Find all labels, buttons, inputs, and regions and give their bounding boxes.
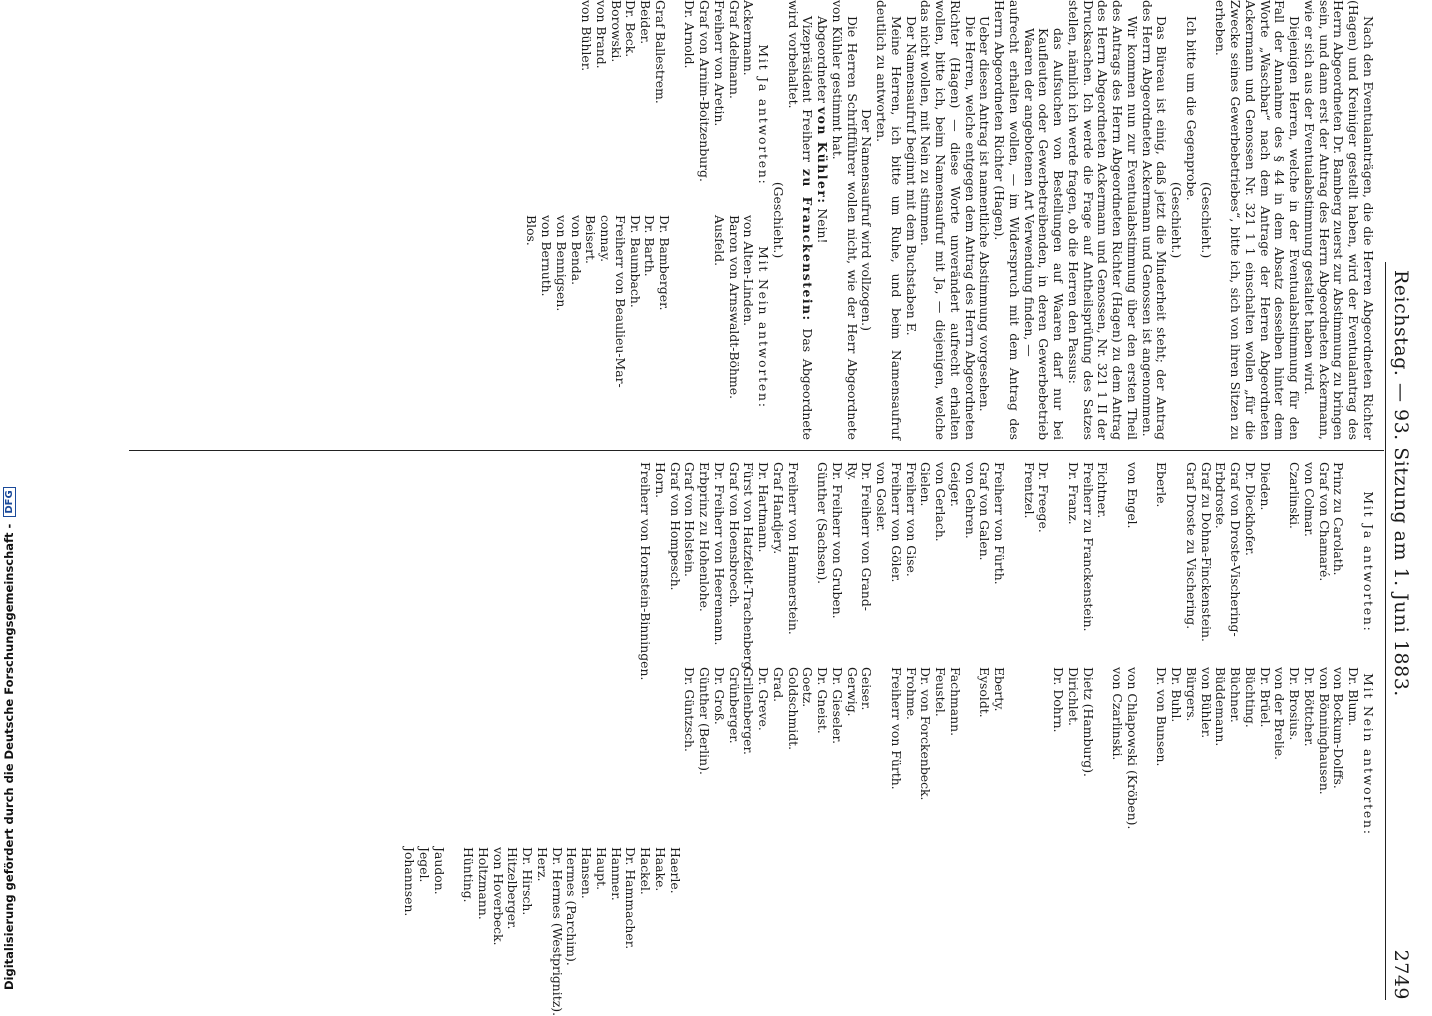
member-name: Baron von Arnswaldt-Böhme. bbox=[726, 215, 742, 400]
member-name bbox=[962, 667, 977, 842]
member-name: Czarlinski. bbox=[1287, 462, 1303, 529]
right-column bbox=[125, 462, 1376, 1016]
member-name bbox=[1139, 462, 1154, 662]
nein-list bbox=[524, 215, 771, 440]
nein-names bbox=[524, 215, 672, 440]
member-name: Dieden. bbox=[1257, 462, 1273, 511]
member-name: Dr. Barth. bbox=[642, 215, 658, 277]
member-name: Grad. bbox=[771, 667, 786, 703]
member-name: Prinz zu Carolath. bbox=[1331, 462, 1347, 576]
stage-direction: Der Namensaufruf wird vollzogen.) bbox=[859, 109, 875, 331]
ja-heading: Mit Ja antworten: bbox=[1361, 491, 1376, 633]
member-name: Dr. Arnold. bbox=[682, 0, 698, 69]
member-name: Graf von Hoensbroech. bbox=[726, 462, 742, 608]
member-name: Dr. Hermes (Westprignitz). bbox=[549, 847, 565, 1016]
member-name: Frohme. bbox=[903, 667, 919, 720]
member-name: Dr. Dieckhofer. bbox=[1243, 462, 1258, 556]
member-name: Freiherr zu Franckenstein. bbox=[1080, 462, 1096, 632]
member-name: Graf von Droste-Vischering- bbox=[1228, 462, 1244, 637]
member-name: Hackel. bbox=[638, 847, 654, 895]
member-name: Günther (Berlin). bbox=[697, 667, 713, 775]
member-name: Dr. Hammacher. bbox=[623, 847, 639, 950]
member-name: Dr. Brüel. bbox=[1257, 667, 1273, 728]
member-name bbox=[1021, 667, 1036, 842]
member-name bbox=[667, 0, 682, 200]
member-name: Horn. bbox=[653, 462, 668, 499]
nein-list bbox=[682, 667, 1375, 842]
member-name: von Colmar. bbox=[1302, 462, 1317, 537]
member-name: Eysoldt. bbox=[977, 667, 993, 718]
member-name: von Bockum-Dolffs. bbox=[1331, 667, 1347, 789]
member-name: Büchner. bbox=[1228, 667, 1244, 723]
ja-names bbox=[638, 462, 1347, 681]
member-name: von Chlapowski (Kröben). bbox=[1125, 667, 1140, 830]
member-name: Graf von Chamaré. bbox=[1316, 462, 1332, 582]
member-name bbox=[446, 847, 461, 1007]
member-name: Dr. Baumbach. bbox=[627, 215, 643, 308]
member-name: Dr. Freiherr von Heeremann. bbox=[712, 462, 727, 646]
member-name: Dr. Hartmann. bbox=[756, 462, 772, 553]
member-name: Goetz. bbox=[800, 667, 816, 708]
member-name: Herz. bbox=[535, 847, 550, 882]
member-name: Dr. Brosius. bbox=[1287, 667, 1303, 741]
stage-direction: (Geschieht.) bbox=[1169, 181, 1185, 259]
member-name: Dr. Hirsch. bbox=[520, 847, 536, 916]
member-name: Günther (Sachsen). bbox=[815, 462, 831, 585]
member-name: Graf von Arnim-Boitzenburg. bbox=[697, 0, 713, 182]
member-name: Dr. Gieseler. bbox=[830, 667, 845, 745]
paragraph: Das Büreau ist einig, daß jetzt die Minderheit steht; der Antrag des Herrn Abgeordneten Ackermann und Genossen ist angenommen. bbox=[1139, 0, 1170, 440]
dfg-logo: DFG bbox=[3, 487, 16, 516]
member-name: Freiherr von Göler. bbox=[889, 462, 904, 583]
member-name: Johannsen. bbox=[402, 847, 418, 917]
member-name: Graf Handjery. bbox=[771, 462, 786, 555]
member-name: Freiherr von Aretin. bbox=[712, 0, 727, 127]
member-name bbox=[1006, 462, 1021, 662]
nein-list-continued bbox=[402, 847, 1361, 1016]
ja-list bbox=[638, 462, 1376, 681]
paragraph: Wir kommen nun zur Eventualabstimmung über den ersten Theil des Antrags des Herrn Abgeordneten Richter (Hagen) zu dem Antrag des Herrn Abgeordneten Ackermann und Genossen, Nr. 321 1 II der Drucksachen. Ich werde die Frage auf Antheilsprüfung des Satzes stellen, nämlich ich werde fragen, ob die Herren den Passus: bbox=[1066, 0, 1140, 440]
member-name: Hermes (Parchim). bbox=[564, 847, 580, 966]
nein-names bbox=[682, 667, 1361, 842]
paragraph: Ueber diesen Antrag ist namentliche Abstimmung vorgesehen. bbox=[977, 16, 993, 412]
member-name: Bürgers. bbox=[1184, 667, 1199, 722]
page-number: 2749 bbox=[1390, 949, 1412, 1000]
member-name bbox=[1169, 462, 1184, 662]
member-name: Graf von Galen. bbox=[977, 462, 993, 561]
member-name: Ausfeld. bbox=[712, 215, 727, 267]
paragraph: Der Namensaufruf beginnt mit dem Buchstaben E. bbox=[903, 16, 919, 336]
member-name: Dr. Groß. bbox=[712, 667, 727, 725]
page-header bbox=[1382, 0, 1412, 1000]
member-name: von Alten-Linden. bbox=[741, 215, 757, 327]
ja-list bbox=[579, 0, 771, 200]
member-name: Dr. Güntzsch. bbox=[682, 667, 698, 752]
member-name: Dirichlet. bbox=[1066, 667, 1081, 726]
member-name: Dr. Beck. bbox=[623, 0, 639, 58]
member-name: Graf Adelmann. bbox=[726, 0, 742, 99]
speaker-name: zu Franckenstein: bbox=[800, 168, 816, 322]
member-name: Hitzelberger. bbox=[505, 847, 521, 930]
credit-text: Digitalisierung gefördert durch die Deutsche Forschungsgemeinschaft - bbox=[2, 523, 16, 990]
member-name bbox=[1036, 667, 1051, 842]
member-name: Dr. Greve. bbox=[756, 667, 772, 731]
member-name: von Engel. bbox=[1125, 462, 1140, 529]
member-name: von Bernuth. bbox=[539, 215, 555, 297]
member-name: von Bühler. bbox=[1198, 667, 1214, 739]
ja-names bbox=[579, 0, 756, 200]
member-name: von Gehren. bbox=[962, 462, 978, 539]
member-name: Freiherr von Fürth. bbox=[889, 667, 904, 790]
member-name: Graf von Holstein. bbox=[682, 462, 698, 577]
digitization-credit bbox=[2, 0, 24, 1000]
member-name: von Gosler. bbox=[874, 462, 890, 532]
member-name: Borowski. bbox=[608, 0, 624, 63]
member-name: Gerwig. bbox=[844, 667, 860, 717]
speaker-name: von Kühler: bbox=[815, 106, 831, 205]
member-name bbox=[1095, 667, 1110, 842]
speaker-text: Nein! bbox=[815, 204, 831, 244]
member-name: Eberle. bbox=[1154, 462, 1170, 508]
member-name: Dr. Freege. bbox=[1036, 462, 1052, 533]
member-name: von der Brelie. bbox=[1272, 667, 1288, 761]
member-name bbox=[1006, 667, 1021, 842]
member-name: Freiherr von Hornstein-Binningen. bbox=[638, 462, 654, 681]
speaker-prefix: Vizepräsident Freiherr bbox=[800, 16, 816, 169]
member-name: von Bennigsen. bbox=[554, 215, 569, 312]
speaker-prefix: Abgeordneter bbox=[815, 16, 831, 107]
member-name: Eberty. bbox=[992, 667, 1008, 712]
member-name: Geiger. bbox=[948, 462, 963, 507]
member-name: Dr. Gneist. bbox=[815, 667, 831, 734]
member-name: Dr. Böttcher. bbox=[1302, 667, 1317, 747]
member-name: Gielen. bbox=[918, 462, 934, 507]
member-name: Haerle. bbox=[667, 847, 683, 894]
member-name: Graf von Hompesch. bbox=[667, 462, 683, 591]
member-name: Graf Ballestrem. bbox=[653, 0, 668, 104]
member-name: Fichtner. bbox=[1095, 462, 1111, 519]
speaker-line bbox=[785, 0, 815, 440]
member-name: Dr. von Forckenbeck. bbox=[918, 667, 934, 801]
paragraph: Diejenigen Herren, welche in der Eventualabstimmung für den Fall der Annahme des § 44 in dem Absatz desselben hinter dem Worte „Waschbar“ nach dem Antrage der Herren Abgeordneten Ackermann und Genossen Nr. 321 1 1 einschalten wollen „für die Zwecke seines Gewerbebetriebes“, bitte ich, sich von ihren Sitzen zu erheben. bbox=[1213, 0, 1303, 440]
member-name: Dr. Bamberger. bbox=[657, 215, 673, 311]
member-name: connay. bbox=[598, 215, 614, 263]
member-name: Dr. Freiherr von Grand- bbox=[859, 462, 875, 611]
member-name: Ry. bbox=[844, 462, 860, 481]
running-title: Reichstag. — 93. Sitzung am 1. Juni 1883. bbox=[1390, 270, 1412, 697]
member-name: von Gerlach. bbox=[933, 462, 949, 542]
member-name: Jaudon. bbox=[431, 847, 447, 895]
member-name bbox=[800, 462, 815, 662]
member-name: Beisert. bbox=[583, 215, 599, 264]
paragraph: Die Herren Schriftführer wollen nicht, wie der Herr Abgeordnete von Kühler gestimmt hat. bbox=[830, 0, 860, 440]
member-name: Beider. bbox=[638, 0, 654, 45]
stage-direction: (Geschieht.) bbox=[771, 181, 786, 259]
member-name bbox=[1110, 462, 1125, 662]
vote-lists-left bbox=[524, 0, 772, 440]
member-name: Freiherr von Hammerstein. bbox=[785, 462, 801, 635]
member-name bbox=[874, 667, 889, 842]
ja-heading: Mit Ja antworten: bbox=[756, 44, 772, 186]
nein-names bbox=[402, 847, 683, 1016]
speaker-text: Das Abgeordnete wird vorbehaltet. bbox=[785, 0, 816, 440]
member-name: Büddemann. bbox=[1213, 667, 1229, 747]
member-name: Haake. bbox=[653, 847, 668, 892]
member-name: Goldschmidt. bbox=[785, 667, 801, 751]
paragraph: Nach den Eventualanträgen, die die Herren Abgeordneten Richter (Hagen) und Kreiniger gestellt haben, wird der Eventualantrag des Herrn Abgeordneten Dr. Bamberg zuerst zur Abstimmung zu bringen sein, und dann erst der Antrag des Herrn Abgeordneten Ackermann, wie er sich aus der Eventualabstimmung gestaltet haben wird. bbox=[1302, 0, 1376, 440]
member-name: Freiherr von Fürth. bbox=[992, 462, 1008, 585]
member-name: Feustel. bbox=[933, 667, 949, 717]
paragraph: Ich bitte um die Gegenprobe. bbox=[1184, 16, 1199, 201]
paragraph: aufrecht erhalten wollen, — im Widerspruch mit dem Antrag des Herrn Abgeordneten Richter (Hagen). bbox=[992, 0, 1022, 440]
member-name: von Hoverbeck. bbox=[490, 847, 506, 946]
member-name: Hansen. bbox=[579, 847, 595, 899]
member-name: Hanmer. bbox=[608, 847, 624, 901]
nein-heading: Mit Nein antworten: bbox=[756, 246, 772, 409]
member-name: Graf zu Dohna-Finckenstein. bbox=[1198, 462, 1214, 642]
member-name: Geiser. bbox=[859, 667, 875, 711]
member-name bbox=[1139, 667, 1154, 842]
stage-direction: (Geschieht.) bbox=[1198, 181, 1214, 259]
member-name: Holtzmann. bbox=[476, 847, 491, 920]
member-name: Dr. von Bunsen. bbox=[1154, 667, 1170, 767]
member-name: Erbdroste. bbox=[1213, 462, 1229, 529]
vote-lists-right bbox=[125, 462, 1376, 1016]
member-name: Erbprinz zu Hohenlohe. bbox=[697, 462, 713, 612]
member-name: von Benda. bbox=[568, 215, 584, 286]
member-name: Jegel. bbox=[417, 847, 432, 883]
member-name: von Czarlinski. bbox=[1110, 667, 1126, 761]
member-name: Dr. Blum. bbox=[1346, 667, 1362, 727]
member-name: von Brand. bbox=[594, 0, 609, 69]
member-name: Grünberger. bbox=[726, 667, 742, 744]
member-name: Grillenberger. bbox=[741, 667, 757, 755]
member-name: Frentzel. bbox=[1021, 462, 1037, 519]
member-name bbox=[1051, 462, 1066, 662]
member-name: Büchting. bbox=[1243, 667, 1258, 728]
member-name: Dr. Freiherr von Gruben. bbox=[830, 462, 845, 619]
left-column bbox=[524, 0, 1376, 440]
member-name: von Bönninghausen. bbox=[1316, 667, 1332, 795]
member-name bbox=[1272, 462, 1287, 662]
quoted-passage: das Aufsuchen von Bestellungen auf Waaren darf nur bei Kaufleuten oder Gewerbetreibenden, in deren Gewerbebetrieb Waaren der angebotenen Art Verwendung finden, — bbox=[1021, 28, 1067, 440]
member-name: Haupt. bbox=[594, 847, 609, 891]
header-rule bbox=[1385, 262, 1386, 1000]
column-divider bbox=[129, 450, 1384, 451]
paragraph: Meine Herren, ich bitte um Ruhe, und beim Namensaufruf deutlich zu antworten. bbox=[874, 0, 904, 440]
member-name: Dr. Dohrn. bbox=[1051, 667, 1067, 733]
paragraph: Die Herren, welche entgegen dem Antrag des Herrn Abgeordneten Richter (Hagen) — diese Worte unverändert aufrecht erhalten wollen, bitte ich, beim Namensaufruf mit Ja, — diejenigen, welche das nicht wollen, mit Nein zu stimmen. bbox=[918, 0, 978, 440]
member-name: Freiherr von Gise. bbox=[903, 462, 919, 577]
nein-names bbox=[711, 215, 755, 440]
member-name: Dr. Franz. bbox=[1066, 462, 1081, 525]
speaker-line bbox=[815, 0, 830, 440]
member-name: Ackermann. bbox=[741, 0, 757, 76]
member-name: von Bühler. bbox=[579, 0, 595, 72]
member-name: Hünting. bbox=[461, 847, 477, 903]
member-name: Dr. Buhl. bbox=[1169, 667, 1185, 723]
nein-heading: Mit Nein antworten: bbox=[1361, 673, 1376, 836]
member-name: Fachmann. bbox=[948, 667, 963, 737]
member-name: Freiherr von Beaulieu-Mar- bbox=[613, 215, 628, 388]
member-name: Graf Droste zu Vischering. bbox=[1184, 462, 1199, 630]
member-name: Dietz (Hamburg). bbox=[1080, 667, 1096, 777]
member-name: Fürst von Hatzfeldt-Trachenberg. bbox=[741, 462, 757, 674]
member-name: Blos. bbox=[524, 215, 540, 246]
